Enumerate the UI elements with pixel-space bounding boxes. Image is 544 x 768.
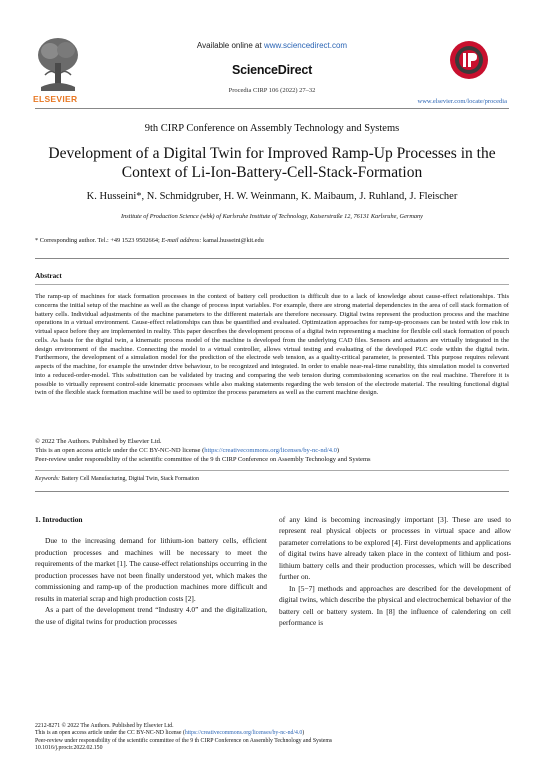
author-list: K. Husseini*, N. Schmidgruber, H. W. Weinmann, K. Maibaum, J. Ruhland, J. Fleischer (86, 191, 458, 202)
sciencedirect-brand: ScienceDirect (231, 63, 313, 77)
abstract-heading: Abstract (35, 272, 62, 280)
journal-url-link[interactable]: www.elsevier.com/locate/procedia (417, 98, 507, 105)
peer-review-line: Peer-review under responsibility of the scientific committee of the 9 th CIRP Conference on Assembly Technology and Systems (35, 456, 371, 463)
page-header (0, 0, 544, 112)
license-block (35, 437, 509, 464)
footer-open-access-prefix: This is an open access article under the CC BY-NC-ND license ( (35, 730, 185, 737)
footer-doi[interactable]: 10.1016/j.procir.2022.02.150 (35, 745, 103, 752)
open-access-line (35, 446, 509, 455)
corresponding-author-contact: * Corresponding author. Tel.: +49 1523 9502664; (35, 237, 162, 244)
section-heading-introduction: 1. Introduction (35, 515, 83, 524)
intro-paragraph-2: As a part of the development trend “Industry 4.0” and the digitalization, the use of digital twins for production processes (35, 605, 267, 626)
intro-paragraph-1: Due to the increasing demand for lithium-ion battery cells, efficient production processes and machines will be necessary to meet the requirements of the market [1]. The cause-effect relationships occurring in the production processes have not been finally understood yet, which makes the commissioning and ramp-up of the production machines more difficult and results in material scrap and high production costs [2]. (35, 536, 267, 603)
body-column-right (279, 514, 511, 629)
intro-paragraph-3: In [5−7] methods and approaches are described for the development of digital twins, which describe the physical and electrochemical behavior of the battery cell or battery system. In [8] the influence of calendering on cell performance is (279, 583, 511, 628)
keywords-divider (35, 470, 509, 471)
keywords-label: Keywords: (35, 476, 60, 482)
title-divider (35, 258, 509, 259)
footer-peer-review: Peer-review under responsibility of the scientific committee of the 9 th CIRP Conference on Assembly Technology and Systems (35, 737, 333, 744)
elsevier-wordmark: ELSEVIER (33, 94, 78, 104)
author-affiliation: Institute of Production Science (wbk) of Karlsruhe Institute of Technology, Kaiserstraße 12, 76131 Karlsruhe, Germany (121, 213, 423, 220)
email-label: E-mail address: (161, 237, 202, 244)
open-access-prefix: This is an open access article under the CC BY-NC-ND license ( (35, 447, 205, 454)
keywords-text: Battery Cell Manufacturing, Digital Twin, Stack Formation (59, 476, 199, 482)
abstract-text: The ramp-up of machines for stack formation processes in the context of battery cell production is difficult due to a lack of knowledge about cause-effect relationships. This concerns the initial setup of the machine as well as the change of process input variables. For example, there are strong material dependencies in the area of cell stack formation of battery cells. Individual adjustments of the machine parameters to the different materials are therefore necessary. Digital twins represent the production process and the machine operations in a virtual environment. Cause-effect relationships can thus be quantified and evaluated. Optimization approaches for ramp-up-processes can be tested with low risk in virtual space before they are implemented in reality. This paper describes the development process of a digital twin representing a machine for flexible cell stack formation of pouch cells. As basis for the digital twin, a kinematic process model of the machine is developed from the underlying CAD files. Sensors and actuators are virtually integrated in the design environment of the machine. Connecting the model to a virtual controller, allows virtual testing and evaluating of the developed PLC code within the digital twin. Furthermore, the development of a simulation model for the prediction of the electrode web tension, as a quality-critical parameter, is presented. This purpose requires relevant aspects of the machine, for example the unwinder drive behaviour, to be recognized and integrated. In order to enable near-real-time runability, this simulation model is converted into a reduced-order-model. This substitution can be validated by tracing and comparing the web tension during commissioning scenarios on the real machine. Therefore it is possible to virtually represent control-side kinematic processes while also making statements regarding the web tension of the electrode material. The resulting functional digital twin of the flexible stack formation machine will be used to optimize the process parameters as well as the current machine design. (35, 293, 509, 397)
abstract-divider (35, 284, 509, 285)
footer-issn: 2212-8271 © 2022 The Authors. Published by Elsevier Ltd. (35, 723, 174, 729)
conference-name: 9th CIRP Conference on Assembly Technology and Systems (144, 123, 400, 134)
body-column-left (35, 514, 267, 627)
abstract-bottom-divider (35, 491, 509, 492)
paper-title: Development of a Digital Twin for Improved Ramp-Up Processes in the Context of Li-Ion-Battery-Cell-Stack-Formation (48, 145, 496, 181)
footer-open-access-suffix: ) (302, 730, 305, 737)
availability-prefix: Available online at (196, 41, 264, 50)
keywords-line (35, 476, 199, 482)
journal-reference: Procedia CIRP 106 (2022) 27–32 (228, 87, 316, 94)
license-link[interactable]: https://creativecommons.org/licenses/by-nc-nd/4.0 (204, 447, 337, 454)
intro-paragraph-2-continued: of any kind is becoming increasingly important [3]. These are used to represent real physical objects or processes in virtual space and allow parameter correlations to be explored [4]. First developments and applications of digital twins have already taken place in the context of lithium and post-lithium battery cells and their production processes, which will be described further on. (279, 515, 511, 582)
footer-license-link[interactable]: https://creativecommons.org/licenses/by-nc-nd/4.0 (184, 730, 303, 737)
sciencedirect-link[interactable]: www.sciencedirect.com (263, 41, 348, 50)
page-footer (35, 723, 509, 753)
header-divider (35, 108, 509, 109)
copyright-line: © 2022 The Authors. Published by Elsevier Ltd. (35, 438, 162, 445)
corresponding-email[interactable]: kamal.husseini@kit.edu (201, 237, 264, 244)
open-access-suffix: ) (336, 447, 340, 454)
cirp-logo-icon (449, 40, 489, 80)
footer-open-access (35, 730, 509, 737)
corresponding-author (35, 237, 264, 244)
